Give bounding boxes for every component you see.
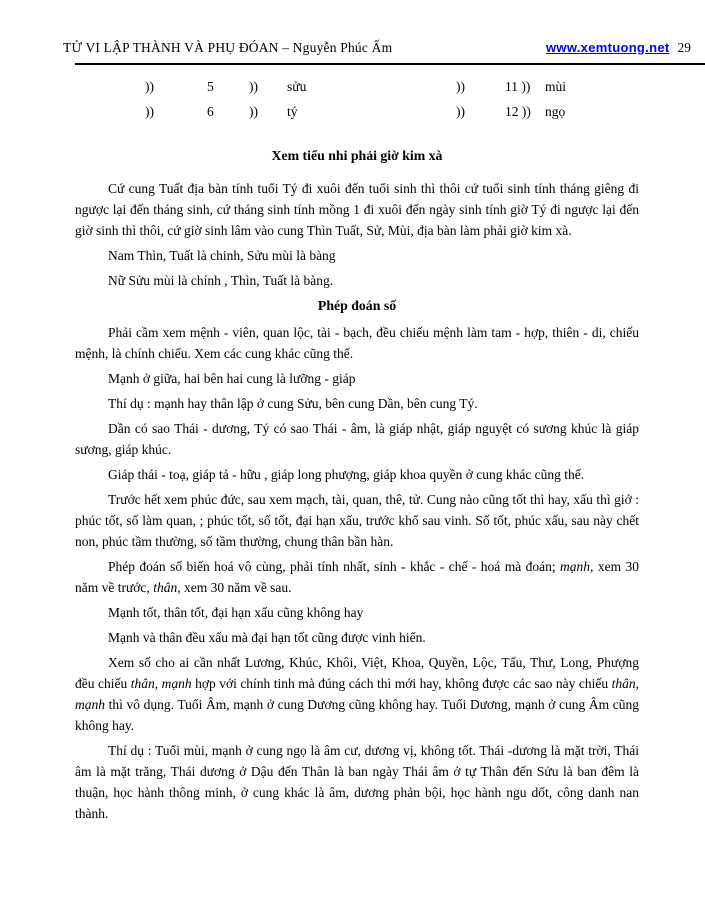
header-right	[546, 40, 691, 56]
zodiac-cell: mùi	[545, 79, 567, 94]
zodiac-cell: 11 ))	[505, 79, 531, 94]
zodiac-cell: sửu	[287, 79, 307, 94]
zodiac-cell: tý	[287, 104, 298, 119]
site-link[interactable]: www.xemtuong.net	[546, 40, 670, 55]
paragraph: Mạnh tốt, thân tốt, đại hạn xấu cũng không hay	[108, 605, 364, 620]
zodiac-cell: 6	[207, 104, 214, 119]
paragraph: Thí dụ : mạnh hay thân lập ở cung Sửu, bên cung Dần, bên cung Tý.	[108, 396, 478, 411]
page-header	[63, 40, 691, 56]
zodiac-row	[0, 79, 705, 104]
section-heading-phep: Phép đoán số	[317, 298, 397, 313]
zodiac-cell: ngọ	[545, 104, 566, 119]
zodiac-cell: ))	[249, 79, 258, 94]
zodiac-cell: ))	[145, 104, 154, 119]
document-title: TỬ VI LẬP THÀNH VÀ PHỤ ĐÓAN – Nguyễn Phúc Ấm	[63, 40, 393, 55]
paragraph: Trước hết xem phúc đức, sau xem mạch, tài, quan, thê, tử. Cung nào cũng tốt thì hay, xấu thì giở : phúc tốt, số làm quan, ; phúc tốt, số tốt, đại hạn xấu, trước khổ sau vinh. Số tốt, phúc xấu, sau này chết non, phúc tầm thường, số tầm thường, chung thân bần hàn.	[75, 492, 639, 549]
paragraph-segment: thì vô dụng. Tuổi Âm, mạnh ở cung Dương cũng không hay. Tuổi Dương, mạnh ở cung Âm cũng không hay.	[75, 697, 639, 733]
paragraph: Cứ cung Tuất địa bàn tính tuổi Tý đi xuôi đến tuổi sinh thì thôi cứ tuổi sinh tính tháng giêng đi ngược lại đến tháng sinh, cứ tháng sinh tính mồng 1 đi xuôi đến ngày sinh tính giờ Tý đi ngược lại đến giờ sinh thì thôi, cứ giờ sinh lâm vào cung Thìn Tuất, Sử, Mùi, địa bàn làm phải giờ kim xà.	[75, 181, 639, 238]
paragraph-segment: Phép đoán số biến hoá vô cùng, phải tính nhất, sinh - khắc - chế - hoá mà đoán;	[108, 559, 561, 574]
zodiac-cell: ))	[249, 104, 258, 119]
paragraph: Giáp thái - toạ, giáp tả - hữu , giáp long phượng, giáp khoa quyền ở cung khác cũng thế.	[108, 467, 585, 482]
italic-segment: mạnh,	[560, 559, 594, 574]
zodiac-cell: ))	[456, 104, 465, 119]
paragraph: Mạnh và thân đều xấu mà đại hạn tốt cũng được vinh hiển.	[108, 630, 426, 645]
paragraph	[75, 556, 639, 598]
document-body	[75, 145, 639, 824]
paragraph: Nữ Sửu mùi là chính , Thìn, Tuất là bàng.	[108, 273, 334, 288]
italic-segment: thân, mạnh	[130, 676, 192, 691]
paragraph-segment: xem 30 năm về trước,	[75, 559, 639, 595]
paragraph-segment: xem 30 năm về sau.	[180, 580, 292, 595]
italic-segment: thân, mạnh	[75, 676, 639, 712]
section-heading-kimxa: Xem tiểu nhi phải giờ kim xà	[271, 148, 443, 163]
paragraph: Mạnh ở giữa, hai bên hai cung là lưỡng - giáp	[108, 371, 356, 386]
paragraph-segment: hợp với chính tinh mà đúng cách thì mới hay, không được các sao này chiếu	[191, 676, 612, 691]
paragraph	[75, 652, 639, 736]
zodiac-cell: ))	[456, 79, 465, 94]
header-divider	[75, 63, 705, 65]
zodiac-cell: ))	[145, 79, 154, 94]
paragraph: Dần có sao Thái - dương, Tý có sao Thái - âm, là giáp nhật, giáp nguyệt có sương khúc là giáp sương, giáp khúc.	[75, 421, 639, 457]
paragraph: Thí dụ : Tuổi mùi, mạnh ở cung ngọ là âm cư, dương vị, không tốt. Thái -dương là mặt trời, Thái âm là mặt trăng, Thái dương ở Dậu đến Thân là ban ngày Thái âm ở tự Thân đến Sửu là ban đêm là thuận, học hành thông minh, ở cung khác là âm, dương phản bội, học hành ngu dốt, công danh nan thành.	[75, 743, 639, 821]
paragraph-segment: Xem số cho ai cần nhất Lương, Khúc, Khôi, Việt, Khoa, Quyền, Lộc, Tấu, Thư, Long, Phượng đều chiếu	[75, 655, 639, 691]
zodiac-table	[0, 79, 705, 129]
zodiac-cell: 5	[207, 79, 214, 94]
paragraph: Phải cầm xem mệnh - viên, quan lộc, tài - bạch, đều chiếu mệnh làm tam - hợp, thiên - di, chiếu mệnh, là chính chiếu. Xem các cung khác cũng thế.	[75, 325, 639, 361]
paragraph: Nam Thìn, Tuất là chinh, Sửu mùi là bàng	[108, 248, 336, 263]
zodiac-row	[0, 104, 705, 129]
italic-segment: thân,	[153, 580, 181, 595]
page-number: 29	[677, 40, 691, 55]
zodiac-cell: 12 ))	[505, 104, 531, 119]
